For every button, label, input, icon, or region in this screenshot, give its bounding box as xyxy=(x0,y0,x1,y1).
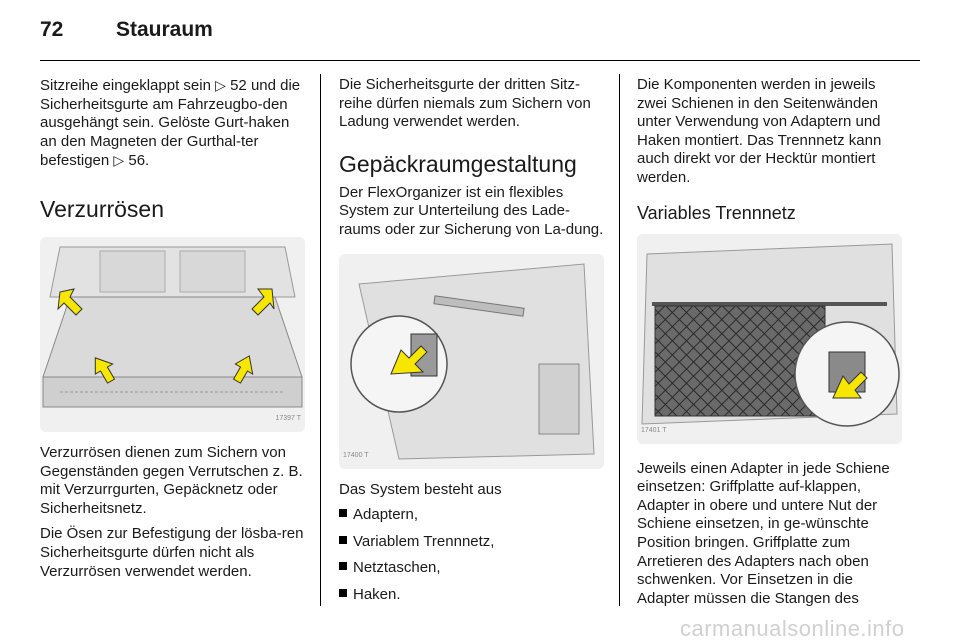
page-ref-link[interactable]: 52 xyxy=(230,77,247,94)
flexorganizer-illustration xyxy=(339,254,604,469)
partition-net-illustration xyxy=(637,234,902,444)
component-list xyxy=(339,506,604,604)
list-item: Netztaschen, xyxy=(339,559,604,578)
figure-label: 17400 T xyxy=(343,451,369,459)
page-number: 72 xyxy=(40,18,64,41)
column-divider xyxy=(619,74,620,606)
page-header xyxy=(40,18,920,62)
paragraph: Der FlexOrganizer ist ein flexibles System zur Unterteilung des Lade-raums oder zur Sicherung von La-dung. xyxy=(339,183,604,238)
column-divider xyxy=(320,74,321,606)
figure-flexorganizer-adapter xyxy=(339,254,604,469)
header-rule xyxy=(40,60,920,61)
figure-cargo-floor xyxy=(40,237,305,432)
list-item: Variablem Trennnetz, xyxy=(339,533,604,552)
bullet-icon xyxy=(339,536,347,544)
cargo-floor-illustration xyxy=(40,237,305,432)
bullet-icon xyxy=(339,589,347,597)
figure-partition-net xyxy=(637,234,902,444)
paragraph: Jeweils einen Adapter in jede Schiene einsetzen: Griffplatte auf-klappen, Adapter in obere und untere Nut der Schiene einsetzen, in ge-wünschte Position bringen. Griffplatte zum Arretieren des Adapters nach oben schwenken. Vor Einsetzen in die Adapter müssen die Stangen des xyxy=(637,459,890,607)
xref-triangle-icon: ▷ xyxy=(215,77,226,93)
watermark: carmanualsonline.info xyxy=(680,616,905,641)
figure-label: 17401 T xyxy=(641,426,667,434)
paragraph: Die Komponenten werden in jeweils zwei Schienen in den Seitenwänden unter Verwendung von Adaptern und Haken montiert. Das Trennnetz kann auch direkt vor der Hecktür montiert werden. xyxy=(637,76,882,186)
intro-paragraph: Sitzreihe eingeklappt sein ▷ 52 und die Sicherheitsgurte am Fahrzeugbo-den ausgehängt sein. Gelöste Gurt-haken an den Magneten der Gurthal-ter befestigen ▷ 56. xyxy=(40,77,301,170)
heading-gepaeckraumgestaltung: Gepäckraumgestaltung xyxy=(339,150,577,177)
bullet-icon xyxy=(339,562,347,570)
paragraph: Die Ösen zur Befestigung der lösba-ren Sicherheitsgurte dürfen nicht als Verzurrösen verwendet werden. xyxy=(40,525,304,580)
list-intro: Das System besteht aus xyxy=(339,480,502,498)
section-title: Stauraum xyxy=(116,18,213,41)
paragraph: Verzurrösen dienen zum Sichern von Gegenständen gegen Verrutschen z. B. mit Verzurrgurten, Gepäcknetz oder Sicherheitsnetz. xyxy=(40,443,303,517)
list-item: Adaptern, xyxy=(339,506,604,525)
list-item: Haken. xyxy=(339,586,604,605)
column-1 xyxy=(40,76,305,588)
xref-triangle-icon: ▷ xyxy=(113,152,125,169)
figure-label: 17397 T xyxy=(275,415,301,423)
page-ref-link[interactable]: 56. xyxy=(128,152,150,170)
heading-verzurroesen: Verzurrösen xyxy=(40,195,165,222)
column-3 xyxy=(637,76,902,615)
column-2 xyxy=(339,76,604,613)
heading-variables-trennnetz: Variables Trennnetz xyxy=(637,202,796,223)
paragraph: Die Sicherheitsgurte der dritten Sitz-reihe dürfen niemals zum Sichern von Ladung verwendet werden. xyxy=(339,76,591,131)
bullet-icon xyxy=(339,509,347,517)
